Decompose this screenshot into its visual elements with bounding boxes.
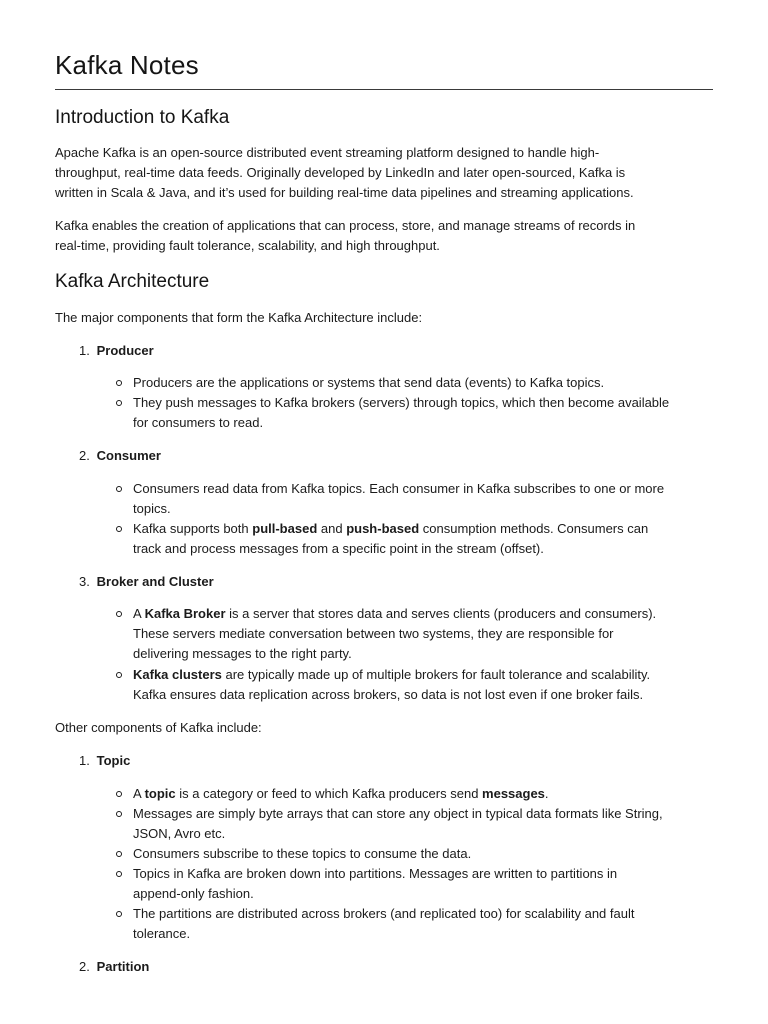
- list-number: 2.: [79, 448, 90, 463]
- text-line: Kafka enables the creation of applications that can process, store, and manage streams of records in: [55, 218, 636, 233]
- bullet-text: A: [133, 606, 145, 621]
- bullet-text: Consumers subscribe to these topics to consume the data.: [133, 846, 472, 861]
- bullet-text: delivering messages to the right party.: [133, 646, 352, 661]
- intro-paragraph-1: [55, 143, 713, 203]
- bullet-item: [133, 373, 713, 393]
- bullet-text: is a server that stores data and serves clients (producers and consumers).: [225, 606, 657, 621]
- bullet-text: Kafka ensures data replication across brokers, so data is not lost even if one broker fails.: [133, 687, 644, 702]
- bullet-circle-icon: [116, 672, 122, 678]
- list-item-title: Consumer: [96, 448, 161, 463]
- bullet-text: and: [317, 521, 347, 536]
- intro-paragraph-2: [55, 216, 713, 256]
- list-number: 2.: [79, 959, 90, 974]
- bullet-circle-icon: [116, 611, 122, 617]
- other-components-lead: Other components of Kafka include:: [55, 720, 262, 735]
- bullet-text: Topics in Kafka are broken down into partitions. Messages are written to partitions in: [133, 866, 618, 881]
- bullet-text: .: [544, 786, 549, 801]
- architecture-lead: The major components that form the Kafka Architecture include:: [55, 310, 423, 325]
- bullet-text: Consumers read data from Kafka topics. Each consumer in Kafka subscribes to one or more: [133, 481, 665, 496]
- list-number: 1.: [79, 343, 90, 358]
- bullet-text: consumption methods. Consumers can: [419, 521, 649, 536]
- bullet-item: [133, 604, 713, 664]
- list-item-title: Topic: [96, 753, 131, 768]
- bullet-circle-icon: [116, 911, 122, 917]
- bullet-text: A: [133, 786, 145, 801]
- bullet-item: [133, 784, 713, 804]
- bold-term: messages: [482, 786, 545, 801]
- bullet-circle-icon: [116, 486, 122, 492]
- list-item-title: Partition: [96, 959, 150, 974]
- bullet-text: append-only fashion.: [133, 886, 254, 901]
- list-item-title: Broker and Cluster: [96, 574, 214, 589]
- section-heading-introduction: Introduction to Kafka: [55, 107, 230, 128]
- bullet-circle-icon: [116, 791, 122, 797]
- bullet-text: is a category or feed to which Kafka producers send: [175, 786, 483, 801]
- page-title: Kafka Notes: [55, 50, 199, 80]
- bullet-text: Kafka supports both: [133, 521, 253, 536]
- bullet-item: [133, 393, 713, 433]
- bullet-item: [133, 904, 713, 944]
- text-line: real-time, providing fault tolerance, scalability, and high throughput.: [55, 238, 440, 253]
- list-item-broker-cluster: [79, 572, 214, 592]
- bullet-circle-icon: [116, 871, 122, 877]
- bullet-text: are typically made up of multiple brokers for fault tolerance and scalability.: [221, 667, 651, 682]
- bullet-circle-icon: [116, 851, 122, 857]
- list-number: 1.: [79, 753, 90, 768]
- bold-term: Kafka clusters: [133, 667, 222, 682]
- list-item-producer: [79, 341, 154, 361]
- section-heading-architecture: Kafka Architecture: [55, 271, 210, 292]
- bullet-item: [133, 844, 713, 864]
- bullet-item: [133, 665, 713, 705]
- bullet-circle-icon: [116, 811, 122, 817]
- bullet-item: [133, 864, 713, 904]
- bold-term: push-based: [346, 521, 420, 536]
- bullet-item: [133, 479, 713, 519]
- list-item-consumer: [79, 446, 161, 466]
- text-line: written in Scala & Java, and it’s used for building real-time data pipelines and streaming applications.: [55, 185, 634, 200]
- list-item-topic: [79, 751, 130, 771]
- text-line: throughput, real-time data feeds. Originally developed by LinkedIn and later open-sourced, Kafka is: [55, 165, 626, 180]
- bullet-item: [133, 804, 713, 844]
- bullet-text: for consumers to read.: [133, 415, 264, 430]
- bullet-text: Messages are simply byte arrays that can store any object in typical data formats like String,: [133, 806, 663, 821]
- list-item-title: Producer: [96, 343, 154, 358]
- bullet-text: Producers are the applications or systems that send data (events) to Kafka topics.: [133, 375, 605, 390]
- bullet-text: The partitions are distributed across brokers (and replicated too) for scalability and fault: [133, 906, 635, 921]
- bullet-item: [133, 519, 713, 559]
- bullet-circle-icon: [116, 380, 122, 386]
- bold-term: topic: [144, 786, 176, 801]
- bullet-text: topics.: [133, 501, 171, 516]
- bold-term: pull-based: [252, 521, 318, 536]
- bullet-circle-icon: [116, 526, 122, 532]
- text-line: Apache Kafka is an open-source distributed event streaming platform designed to handle high-: [55, 145, 600, 160]
- bullet-circle-icon: [116, 400, 122, 406]
- title-divider: [55, 89, 713, 90]
- bullet-text: tolerance.: [133, 926, 191, 941]
- bullet-text: They push messages to Kafka brokers (servers) through topics, which then become available: [133, 395, 670, 410]
- bullet-text: JSON, Avro etc.: [133, 826, 226, 841]
- bullet-text: track and process messages from a specific point in the stream (offset).: [133, 541, 544, 556]
- list-item-partition: [79, 957, 149, 977]
- bold-term: Kafka Broker: [144, 606, 226, 621]
- list-number: 3.: [79, 574, 90, 589]
- bullet-text: These servers mediate conversation between two systems, they are responsible for: [133, 626, 614, 641]
